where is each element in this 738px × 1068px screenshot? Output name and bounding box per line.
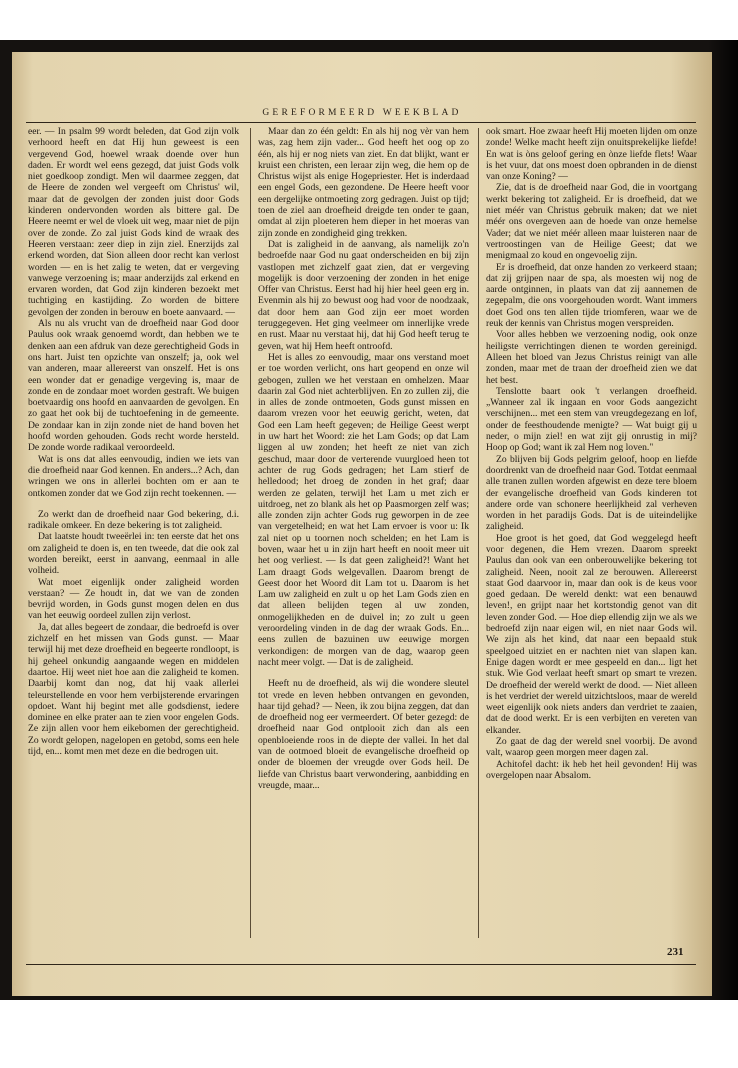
paragraph: ook smart. Hoe zwaar heeft Hij moeten lijden om onze zonde! Welke macht heeft zijn onuitsprekelijke liefde! En wat is òns geloof gering en ònze liefde flets! Waar is het vuur, dat ons moest doen opbranden in de dienst van onze Koning? —: [486, 126, 697, 183]
paragraph: Als nu als vrucht van de droefheid naar God door Paulus ook wraak genoemd wordt, dan hebben we te denken aan een afdruk van deze gerechtigheid Gods in ons hart. Juist ten opzichte van onszelf; ja, ook wel van anderen, maar allereerst van onszelf. Het is ons een wonder dat er genadige vergeving is, maar de zonde en de zondaar moet worden gestraft. We buigen boetvaardig ons hoofd en aanvaarden de gevolgen. En zo gaat het ook bij de tuchtoefening in de gemeente. De zondaar kan in zijn zonde niet de hand boven het hoofd worden gehouden. Gods recht worde hersteld. De zonde worde radikaal veroordeeld.: [28, 318, 239, 454]
paragraph: Wat moet eigenlijk onder zaligheid worden verstaan? — Ze houdt in, dat we van de zonden bevrijd worden, in Gods gunst mogen delen en dus van het eeuwig oordeel zullen zijn verlost.: [28, 576, 239, 622]
document-page: [12, 52, 712, 996]
header-rule: [26, 122, 696, 123]
footer-rule: [26, 964, 696, 965]
paragraph: Hoe groot is het goed, dat God weggelegd heeft voor degenen, die Hem vrezen. Daarom spreekt Paulus dan ook van een onberouwelijke bekering tot zaligheid. Neen, nooit zal ze berouwen. Allereerst staat God daarvoor in, maar dan ook is de keus voor goed gedaan. De wereld denkt: wat een benauwd leven!, en grijpt naar het kortstondig genot van dit leven zonder God. — Hoe diep ellendig zijn we als we bedroefd zijn naar eigen wil, en niet naar Gods wil. We zijn als het kind, dat naar een bepaald stuk speelgoed uitziet en er nachten niet van slapen kan. Enige dagen wordt er mee gespeeld en dan... ligt het stuk. Wie God verlaat heeft smart op smart te vrezen. De droefheid der wereld werkt de dood. — Niet alleen is het verdriet der wereld uitzichtsloos, maar de wereld weet eigenlijk ook niets anders dan verdriet te zaaien, dat de dood werkt. Er is een verbijten en vereten van elkander.: [486, 532, 697, 736]
column-divider: [250, 128, 251, 938]
page-edge-shadow: [708, 40, 738, 1000]
column-divider: [478, 128, 479, 938]
running-header: GEREFORMEERD WEEKBLAD: [262, 108, 462, 118]
paragraph: Ja, dat alles begeert de zondaar, die bedroefd is over zichzelf en het missen van Gods gunst. — Maar terwijl hij met deze droefheid en begeerte rondloopt, is hij geheel onkundig aangaande wegen en middelen daartoe. Hij weet niet hoe aan die zaligheid te komen. Daarbij komt dan nog, dat hij vaak allerlei teleurstellende en voor hem verbijsterende ervaringen opdoet. Want hij begint met alle godsdienst, iedere dominee en elke prater aan te zien voor engelen Gods. Ze zijn allen voor hem eikebomen der gerechtigheid. Zo wordt gelopen, nagelopen en getobd, soms een hele tijd, en... komt men met deze en die bedrogen uit.: [28, 621, 240, 758]
text-column-left: [28, 126, 239, 757]
paragraph: Er is droefheid, dat onze handen zo verkeerd staan; dat zij grijpen naar de spa, als moesten wij nog de aarde ontginnen, in plaats van dat zij aannemen de zegepalm, die ons voorgehouden wordt. Want immers doet God ons ten allen tijde triomferen, waar we de reuk der kennis van Christus mogen verspreiden.: [486, 261, 697, 330]
paragraph: Zo blijven bij Gods pelgrim geloof, hoop en liefde doordrenkt van de droefheid naar God. Totdat eenmaal alle tranen zullen worden afgewist en deze tere bloem der evangelische droefheid van Gods kinderen tot andere orde van schonere heerlijkheid zal verheven worden in het paradijs Gods. Dat is de uiteindelijke zaligheid.: [486, 453, 697, 533]
paragraph: Zo werkt dan de droefheid naar God bekering, d.i. radikale omkeer. En deze bekering is tot zaligheid.: [28, 508, 239, 532]
paragraph: Zo gaat de dag der wereld snel voorbij. De avond valt, waarop geen morgen meer dagen zal.: [486, 736, 697, 759]
paragraph: Maar dan zo één geldt: En als hij nog vèr van hem was, zag hem zijn vader... God heeft het oog op zo één, als hij er nog niets van ziet. En dat blijkt, want er kruist een christen, een leraar zijn weg, die hem op de Christus wijst als enige Hogepriester. Het is inderdaad een engel Gods, een gezondene. De Heere heeft voor een dergelijke ontmoeting zorg gedragen. Juist op tijd; toen de ziel aan droefheid dreigde ten onder te gaan, omdat al zijn ploeteren hem dieper in het moeras van zijn zonde en zondigheid ging trekken.: [258, 126, 469, 239]
paragraph: Het is alles zo eenvoudig, maar ons verstand moet er toe worden verlicht, ons hart geopend en onze wil gebogen, zullen we het verstaan en omhelzen. Maar daarin zal God niet achterblijven. En zo zullen zij, die in alles de zonde ontmoeten, Gods gunst missen en daarom vrezen voor het eeuwig gericht, weten, dat God een Lam heeft gegeven; de Heilige Geest werpt in uw hart het Woord: zie het Lam Gods; op dat Lam liggen al uw zonden; het heeft ze niet van zich geschud, maar door de verterende vuurgloed heen tot achter de rug Gods gedragen; het Lam stierf de helledood; het droeg de zonden in het graf; daar werden ze gelaten, terwijl het Lam u met zich er uitdroeg, net zo blank als het op Paasmorgen zelf was; alle zonden zijn achter Gods rug geworpen in de zee van vergetelheid; en wat het Lam ervoer is voor u: Ik zal niet op u toornen noch schelden; en het Lam is boven, waar het u in zijn hart heeft en nooit meer uit het oog verliest. — Is dat geen zaligheid?! Want het Lam draagt Gods welgevallen. Daarom brengt de Geest door het Woord dit Lam tot u. Daarom is het Lam uw zaligheid en zult u op het Lam Gods zien en dat alleen belijden tegen al uw zonden, onmogelijkheden en de duivel in; zo zult u geen veroordeling vinden in de dag der wraak Gods. En... eens zullen de bazuinen uw eeuwige morgen verkondigen: de morgen van de dag, waarop geen nacht meer volgt. — Dat is de zaligheid.: [258, 351, 469, 668]
paragraph: Wat is ons dat alles eenvoudig, indien we iets van die droefheid naar God kennen. En anders...? Ach, dan wringen we ons in allerlei bochten om er aan te ontkomen zonder dat we God zijn recht toekennen. —: [28, 453, 239, 499]
paragraph: Zie, dat is de droefheid naar God, die in voortgang werkt bekering tot zaligheid. Er is droefheid, dat we niet méér van Christus gebruik maken; dat we niet méér ons overgeven aan de hoede van onze hemelse Vader; dat we niet méér alleen maar luisteren naar de vertroostingen van de Heilige Geest; dat we menigmaal zo koud en ongevoelig zijn.: [486, 182, 697, 262]
text-column-right: [486, 126, 697, 781]
paragraph: Dat laatste houdt tweeërlei in: ten eerste dat het ons om zaligheid te doen is, en ten tweede, dat die ook zal worden bereikt, eerst in aanvang, eenmaal in alle volheid.: [28, 531, 239, 577]
paragraph: eer. — In psalm 99 wordt beleden, dat God zijn volk verhoord heeft en dat Hij hun geweest is een vergevend God, hoewel wraak doende over hun daden. Er wordt wel eens gezegd, dat juist Gods volk niet goedkoop zondigt. Men wil daarmee zeggen, dat de Heere de zonden wel vergeeft om Christus' wil, maar dat de gevolgen der zonden juist door Gods kinderen ondervonden worden als bittere gal. De Heere neemt er wel de vloek uit weg, maar niet de pijn over de zonde. Zo zal juist Gods kind de wraak des Heeren verstaan: zeer diep in zijn ziel. Enerzijds zal erkend worden, dat Sion alleen door recht kan verlost worden — en is het zalig te weten, dat er vergeving vanwege verzoening is; maar anderzijds zal erkend en ervaren worden, dat God zijn kinderen bezoekt met tuchtiging en kastijding. Zo worden de bittere gevolgen der zonden in berouw en boete aanvaard. —: [28, 126, 239, 318]
paragraph: Dat is zaligheid in de aanvang, als namelijk zo'n bedroefde naar God nu gaat onderscheiden en bij zijn vastlopen met zichzelf gaat zien, dat er vergeving mogelijk is door verzoening der zonden in het enige Offer van Christus. Eerst had hij hier heel geen erg in. Evenmin als hij zo bewust oog had voor de noodzaak, dat door hem aan God zijn eer moet worden teruggegeven. Het ging veelmeer om innerlijke vrede en rust. Maar nu verstaat hij, dat hij God heeft terug te geven, wat hij Hem heeft ontroofd.: [258, 238, 469, 352]
paragraph: Achitofel dacht: ik heb het heil gevonden! Hij was overgelopen naar Absalom.: [486, 758, 697, 781]
paragraph: Voor alles hebben we verzoening nodig, ook onze heiligste verrichtingen dienen te worden gereinigd. Alleen het bloed van Jezus Christus reinigt van alle zonden, maar met de traan der droefheid zien we dat het best.: [486, 329, 697, 386]
paragraph: Tenslotte baart ook 't verlangen droefheid. „Wanneer zal ik ingaan en voor Gods aangezicht verschijnen... met een stem van vreugdegezang en lof, onder de feesthoudende menigte? — Wat buigt gij u neder, o mijn ziel! en wat zijt gij onrustig in mij? Hoop op God; want ik zal Hem nog loven.": [486, 385, 697, 454]
text-column-middle: [258, 126, 469, 791]
paragraph: Heeft nu de droefheid, als wij die wondere sleutel tot vrede en leven hebben ontvangen en gevonden, haar tijd gehad? — Neen, ik zou bijna zeggen, dat dan de droefheid nog eer vermeerdert. Of beter gezegd: de droefheid naar God ontplooit zich dan als een openbloeiende roos in de diepte der vallei. In het dal van de ootmoed bloeit de evangelische droefheid op onder de bloemen der vreugde over Gods heil. De liefde van Christus baart verwondering, aanbidding en vreugde, maar...: [258, 678, 469, 791]
page-number: 231: [667, 946, 684, 958]
